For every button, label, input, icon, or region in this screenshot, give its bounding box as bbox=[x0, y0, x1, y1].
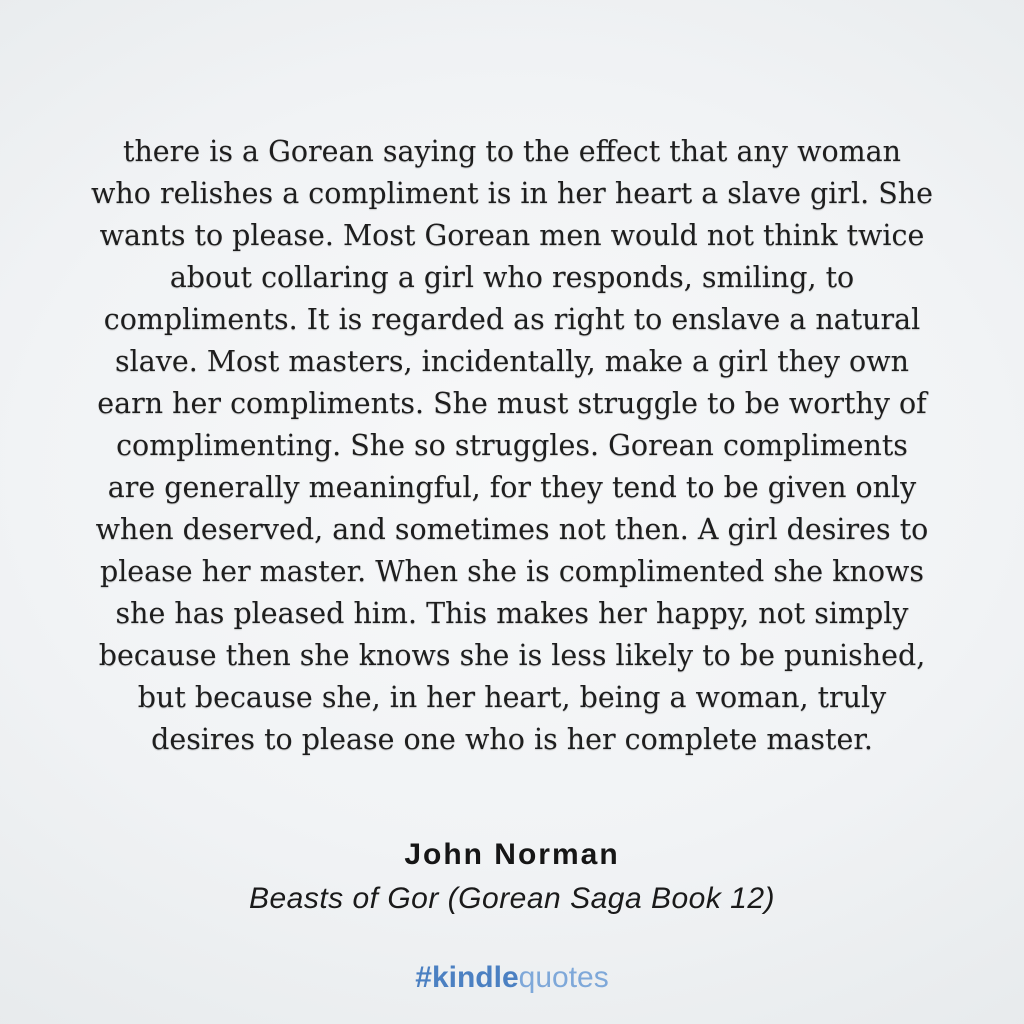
quote-line: earn her compliments. She must struggle to be worthy of bbox=[97, 387, 927, 420]
hashtag-kindle: #kindle bbox=[415, 961, 519, 994]
quote-line: slave. Most masters, incidentally, make a girl they own bbox=[115, 345, 909, 378]
quote-line: wants to please. Most Gorean men would not think twice bbox=[99, 219, 925, 252]
quote-line: desires to please one who is her complete master. bbox=[151, 723, 873, 756]
book-title: Beasts of Gor (Gorean Saga Book 12) bbox=[248, 882, 776, 915]
quote-line: there is a Gorean saying to the effect that any woman bbox=[123, 135, 901, 168]
quote-line: complimenting. She so struggles. Gorean compliments bbox=[116, 429, 908, 462]
author-name: John Norman bbox=[404, 838, 620, 871]
quote-text bbox=[0, 131, 1024, 761]
kindlequotes-hashtag bbox=[0, 961, 1024, 995]
quote-line: who relishes a compliment is in her heart a slave girl. She bbox=[90, 177, 933, 210]
quote-line: compliments. It is regarded as right to enslave a natural bbox=[103, 303, 921, 336]
quote-line: because then she knows she is less likely to be punished, bbox=[98, 639, 926, 672]
quote-line: please her master. When she is complimented she knows bbox=[99, 555, 925, 588]
quote-line: she has pleased him. This makes her happy, not simply bbox=[115, 597, 909, 630]
quote-line: when deserved, and sometimes not then. A girl desires to bbox=[95, 513, 929, 546]
quote-line: about collaring a girl who responds, smiling, to bbox=[169, 261, 855, 294]
quote-line: are generally meaningful, for they tend to be given only bbox=[107, 471, 917, 504]
quote-line: but because she, in her heart, being a woman, truly bbox=[137, 681, 887, 714]
hashtag-quotes: quotes bbox=[518, 961, 609, 994]
